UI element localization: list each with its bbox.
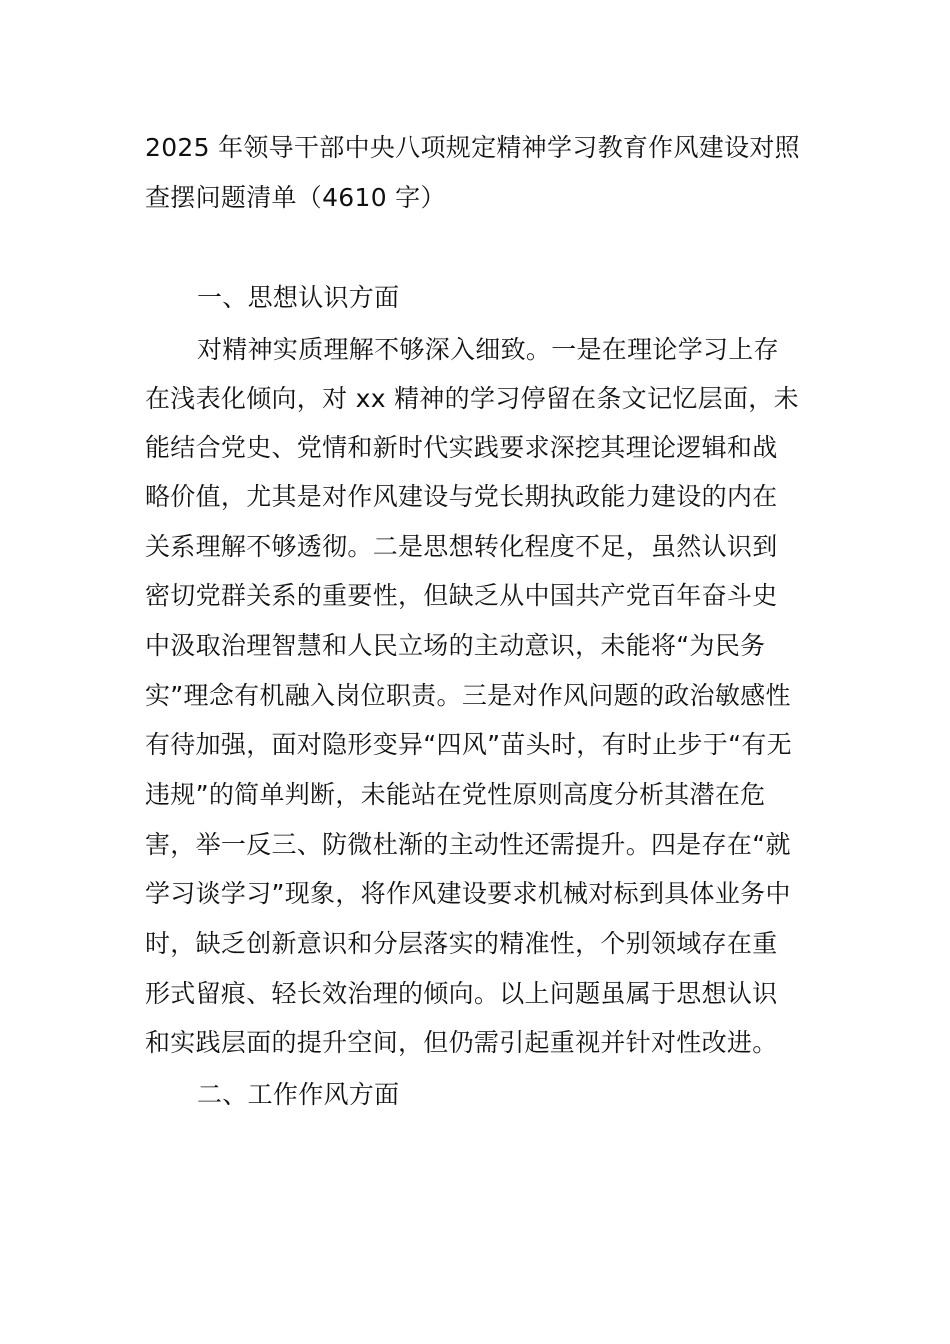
paragraph-line: 学习谈学习”现象，将作风建设要求机械对标到具体业务中 (145, 879, 791, 908)
paragraph-line: 关系理解不够透彻。二是思想转化程度不足，虽然认识到 (145, 532, 778, 561)
paragraph-line: 在浅表化倾向，对 xx 精神的学习停留在条文记忆层面，未 (145, 384, 799, 413)
paragraph-line: 对精神实质理解不够深入细致。一是在理论学习上存 (197, 335, 779, 364)
section-heading-thinking: 一、思想认识方面 (197, 283, 400, 312)
document-title-line-2: 查摆问题清单（4610 字） (145, 183, 446, 212)
section-heading-work-style: 二、工作作风方面 (197, 1080, 400, 1109)
paragraph-line: 时，缺乏创新意识和分层落实的精准性，个别领域存在重 (145, 929, 778, 958)
paragraph-line: 和实践层面的提升空间，但仍需引起重视并针对性改进。 (145, 1028, 778, 1057)
paragraph-line: 实”理念有机融入岗位职责。三是对作风问题的政治敏感性 (145, 681, 791, 710)
paragraph-line: 违规”的简单判断，未能站在党性原则高度分析其潜在危 (145, 780, 766, 809)
paragraph-line: 能结合党史、党情和新时代实践要求深挖其理论逻辑和战 (145, 433, 778, 462)
paragraph-line: 密切党群关系的重要性，但缺乏从中国共产党百年奋斗史 (145, 581, 778, 610)
paragraph-line: 有待加强，面对隐形变异“四风”苗头时，有时止步于“有无 (145, 730, 792, 759)
document-title-line-1: 2025 年领导干部中央八项规定精神学习教育作风建设对照 (145, 133, 800, 162)
paragraph-line: 中汲取治理智慧和人民立场的主动意识，未能将“为民务 (145, 631, 766, 660)
paragraph-line: 害，举一反三、防微杜渐的主动性还需提升。四是存在“就 (145, 830, 791, 859)
paragraph-line: 形式留痕、轻长效治理的倾向。以上问题虽属于思想认识 (145, 979, 778, 1008)
paragraph-line: 略价值，尤其是对作风建设与党长期执政能力建设的内在 (145, 482, 778, 511)
